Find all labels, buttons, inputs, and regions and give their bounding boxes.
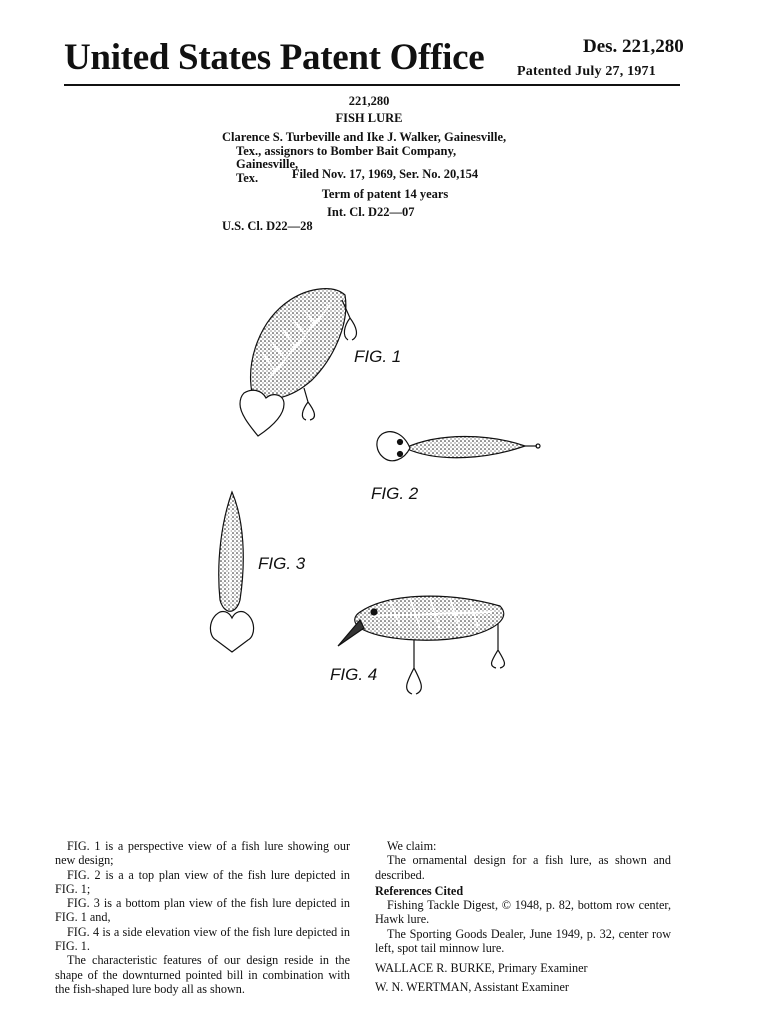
description-paragraph: FIG. 3 is a bottom plan view of the fish lure depicted in FIG. 1 and, [55, 896, 350, 925]
fig2-drawing [377, 432, 540, 461]
description-paragraph: FIG. 2 is a a top plan view of the fish lure depicted in FIG. 1; [55, 867, 350, 896]
claim-text: The ornamental design for a fish lure, as shown and described. [375, 853, 671, 882]
claims-column [375, 839, 671, 994]
fig1-drawing [240, 289, 356, 436]
reference-item: Fishing Tackle Digest, © 1948, p. 82, bottom row center, Hawk lure. [375, 898, 671, 927]
fig4-label: FIG. 4 [330, 665, 378, 684]
int-class: Int. Cl. D22—07 [327, 205, 415, 219]
patent-number: 221,280 [348, 94, 390, 108]
inventors-line: Tex. [236, 170, 259, 185]
description-paragraph: FIG. 1 is a perspective view of a fish lure showing our new design; [55, 839, 350, 868]
inventors-line: Tex., assignors to Bomber Bait Company, Gainesville, [236, 143, 457, 171]
design-number: Des. 221,280 [583, 36, 684, 57]
office-title: United States Patent Office [64, 37, 485, 78]
patented-date: Patented July 27, 1971 [517, 64, 656, 79]
references-heading: References Cited [375, 883, 464, 898]
reference-item: The Sporting Goods Dealer, June 1949, p. 32, center row left, spot tail minnow lure. [375, 926, 671, 956]
fig1-label: FIG. 1 [354, 347, 402, 366]
fig3-label: FIG. 3 [258, 554, 306, 573]
term-line: Term of patent 14 years [321, 187, 449, 201]
fig3-drawing [210, 492, 253, 652]
we-claim: We claim: [387, 839, 437, 853]
us-class: U.S. Cl. D22—28 [222, 219, 313, 233]
inventors-line: Clarence S. Turbeville and Ike J. Walker, Gainesville, [222, 130, 507, 144]
description-column [55, 839, 350, 996]
description-paragraph: The characteristic features of our design reside in the shape of the downturned pointed bill in combination with the fish-shaped lure body all as shown. [55, 953, 350, 996]
filed-line: Filed Nov. 17, 1969, Ser. No. 20,154 [291, 167, 479, 181]
primary-examiner: WALLACE R. BURKE, Primary Examiner [375, 961, 588, 976]
assistant-examiner: W. N. WERTMAN, Assistant Examiner [375, 979, 569, 994]
patent-title: FISH LURE [335, 111, 403, 125]
fig2-label: FIG. 2 [371, 484, 419, 503]
description-paragraph: FIG. 4 is a side elevation view of the fish lure depicted in FIG. 1. [55, 924, 350, 954]
